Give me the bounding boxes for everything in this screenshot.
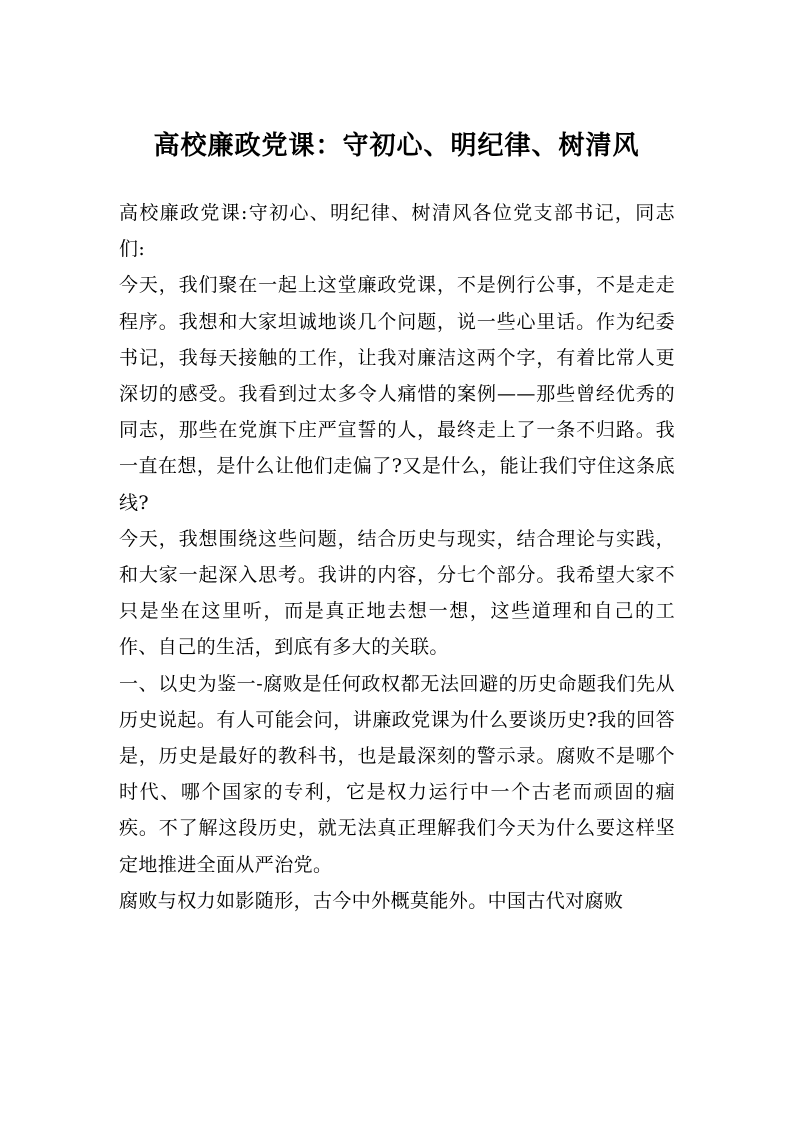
paragraph-intro: 今天，我们聚在一起上这堂廉政党课，不是例行公事，不是走走程序。我想和大家坦诚地谈几个问题，说一些心里话。作为纪委书记，我每天接触的工作，让我对廉洁这两个字，有着比常人更深切的感受。我看到过太多令人痛惜的案例——那些曾经优秀的同志，那些在党旗下庄严宣誓的人，最终走上了一条不归路。我一直在想，是什么让他们走偏了?又是什么，能让我们守住这条底线? <box>119 274 675 514</box>
paragraph-section-one: 一、以史为鉴一-腐败是任何政权都无法回避的历史命题我们先从历史说起。有人可能会问，讲廉政党课为什么要谈历史?我的回答是，历史是最好的教科书，也是最深刻的警示录。腐败不是哪个时代、哪个国家的专利，它是权力运行中一个古老而顽固的痼疾。不了解这段历史，就无法真正理解我们今天为什么要这样坚定地推进全面从严治党。 <box>119 672 675 876</box>
paragraph-outline: 今天，我想围绕这些问题，结合历史与现实，结合理论与实践，和大家一起深入思考。我讲的内容，分七个部分。我希望大家不只是坐在这里听，而是真正地去想一想，这些道理和自己的工作、自己的生活，到底有多大的关联。 <box>119 527 675 659</box>
document-body <box>119 195 675 919</box>
paragraph-history: 腐败与权力如影随形，古今中外概莫能外。中国古代对腐败 <box>119 889 624 912</box>
document-title: 高校廉政党课：守初心、明纪律、树清风 <box>153 131 640 161</box>
paragraph-greeting: 高校廉政党课:守初心、明纪律、树清风各位党支部书记，同志们: <box>119 202 675 261</box>
